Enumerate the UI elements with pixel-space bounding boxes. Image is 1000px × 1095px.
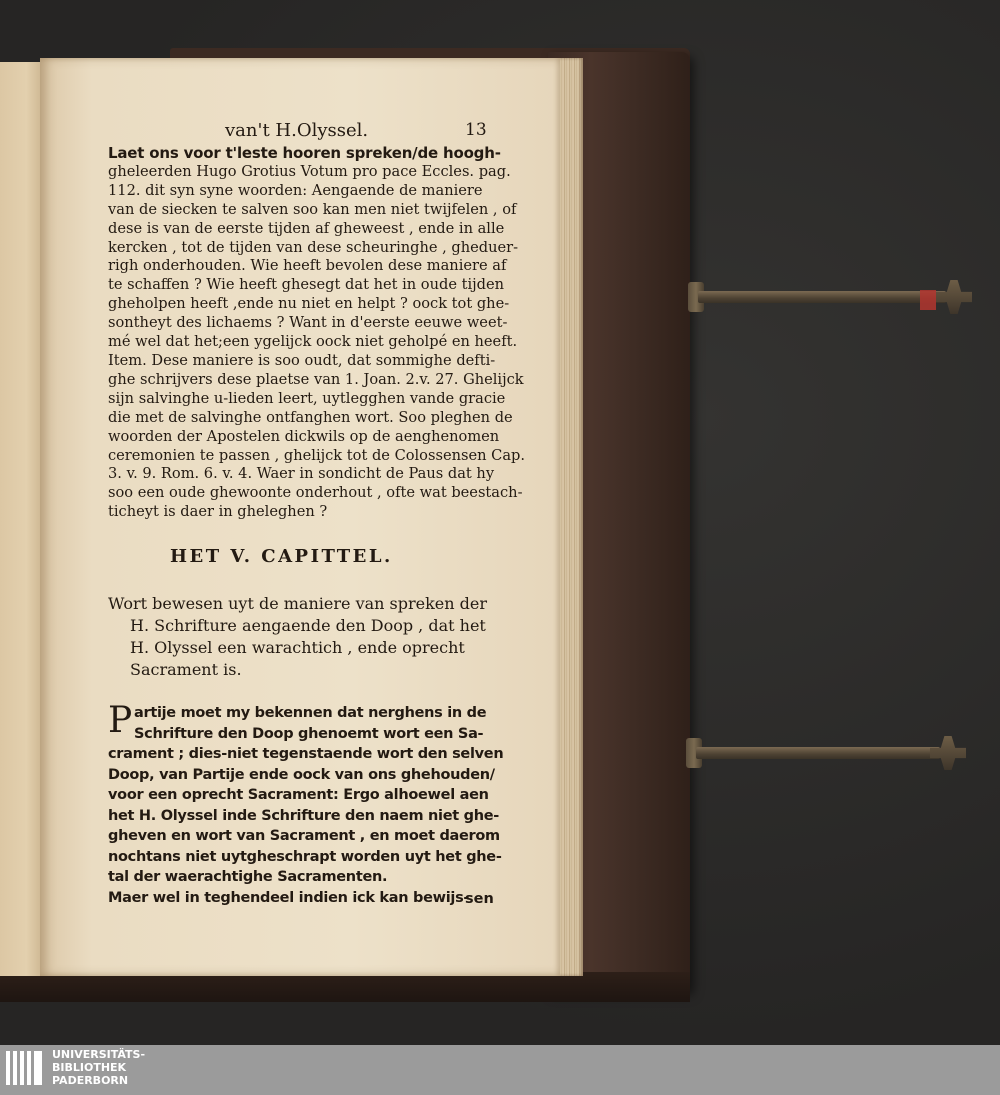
- text-line: Item. Dese maniere is soo oudt, dat sommighe defti-: [108, 351, 496, 369]
- clasp-hook: [930, 736, 966, 770]
- facing-page-edge: [0, 62, 44, 976]
- text-line: ghe schrijvers dese plaetse van 1. Joan. 2.v. 27. Ghelijck: [108, 370, 524, 388]
- book-cover-bottom-edge: [0, 972, 690, 1002]
- text-line: kercken , tot de tijden van dese scheuringhe , gheduer-: [108, 238, 519, 256]
- text-line: mé wel dat het;een ygelijck oock niet geholpé en heeft.: [108, 333, 518, 351]
- running-head: van't H.Olyssel.: [225, 120, 369, 141]
- blackletter-line: Doop, van Partije ende oock van ons ghehouden/: [108, 766, 495, 783]
- red-marking: [920, 290, 936, 310]
- chapter-summary: [108, 593, 487, 681]
- text-line: gheholpen heeft ,ende nu niet en helpt ? oock tot ghe-: [108, 295, 510, 313]
- summary-line: Wort bewesen uyt de maniere van spreken der: [108, 594, 488, 613]
- page-number: 13: [465, 120, 487, 140]
- blackletter-line: voor een oprecht Sacrament: Ergo alhoewel aen: [108, 787, 489, 803]
- blackletter-line: artije moet my bekennen dat nerghens in de: [134, 705, 487, 721]
- clasp-hook: [936, 280, 972, 314]
- clasp-strap: [696, 747, 940, 759]
- catchword: sen: [465, 891, 494, 907]
- blackletter-line: Schrifture den Doop ghenoemt wort een Sa-: [134, 725, 484, 742]
- summary-line: H. Olyssel een warachtich , ende oprecht: [130, 638, 465, 657]
- blackletter-line: Maer wel in teghendeel indien ick kan bewijs-: [108, 889, 470, 906]
- text-line: dese is van de eerste tijden af gheweest , ende in alle: [108, 219, 505, 237]
- text-line: die met de salvinghe ontfanghen wort. Soo pleghen de: [108, 408, 513, 426]
- blackletter-line: crament ; dies-niet tegenstaende wort den selven: [108, 746, 504, 762]
- blackletter-line: nochtans niet uytgheschrapt worden uyt het ghe-: [108, 848, 502, 865]
- chapter-heading: HET V. CAPITTEL.: [170, 546, 393, 567]
- drop-capital: P: [108, 700, 133, 741]
- text-line: ceremonien te passen , ghelijck tot de Colossensen Cap.: [108, 446, 525, 464]
- text-line: te schaffen ? Wie heeft ghesegt dat het in oude tijden: [108, 276, 505, 294]
- summary-line: H. Schrifture aengaende den Doop , dat het: [130, 616, 486, 635]
- logo-line-2: BIBLIOTHEK: [52, 1061, 127, 1074]
- blackletter-text: [108, 700, 504, 908]
- text-line: van de siecken te salven soo kan men niet twijfelen , of: [108, 200, 517, 218]
- text-line: 3. v. 9. Rom. 6. v. 4. Waer in sondicht de Paus dat hy: [108, 465, 495, 483]
- text-line: soo een oude ghewoonte onderhout , ofte wat beestach-: [108, 484, 523, 502]
- blackletter-line: het H. Olyssel inde Schrifture den naem niet ghe-: [108, 807, 499, 824]
- book-page: [40, 58, 560, 976]
- library-logo-icon: [6, 1051, 46, 1087]
- text-line: Laet ons voor t'leste hooren spreken/de hoogh-: [108, 144, 501, 162]
- text-line: sontheyt des lichaems ? Want in d'eerste eeuwe weet-: [108, 314, 508, 332]
- text-line: 112. dit syn syne woorden: Aengaende de maniere: [108, 181, 483, 199]
- upper-clasp: [688, 282, 972, 310]
- logo-line-3: PADERBORN: [52, 1074, 129, 1087]
- logo-line-1: UNIVERSITÄTS-: [52, 1048, 146, 1061]
- text-line: ticheyt is daer in gheleghen ?: [108, 503, 328, 521]
- summary-line: Sacrament is.: [130, 660, 242, 679]
- text-line: woorden der Apostelen dickwils op de aenghenomen: [108, 427, 500, 445]
- library-footer-bar: [0, 1045, 1000, 1095]
- text-line: gheleerden Hugo Grotius Votum pro pace Eccles. pag.: [108, 162, 511, 180]
- body-text: [108, 144, 528, 522]
- text-line: righ onderhouden. Wie heeft bevolen dese maniere af: [108, 257, 507, 275]
- lower-clasp: [686, 738, 966, 766]
- blackletter-line: gheven en wort van Sacrament , en moet daerom: [108, 828, 500, 844]
- text-line: sijn salvinghe u-lieden leert, uytlegghen vande gracie: [108, 389, 506, 407]
- blackletter-line: tal der waerachtighe Sacramenten.: [108, 869, 388, 885]
- clasp-strap: [698, 291, 946, 303]
- library-logo-text: [52, 1048, 145, 1087]
